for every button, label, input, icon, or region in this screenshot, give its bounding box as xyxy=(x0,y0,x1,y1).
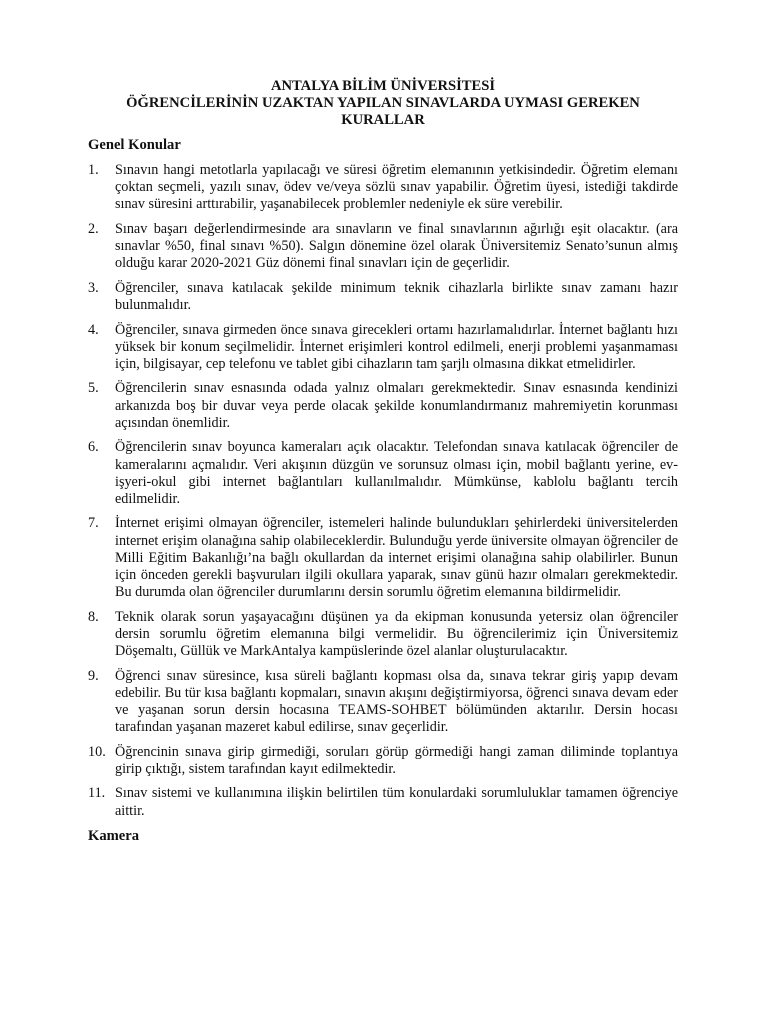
rule-number: 2. xyxy=(88,220,99,237)
rule-item xyxy=(88,280,678,314)
title-line-rules: KURALLAR xyxy=(341,112,425,128)
rule-item xyxy=(88,668,678,737)
rule-number: 10. xyxy=(88,743,106,760)
rule-item xyxy=(88,785,678,819)
rule-number: 7. xyxy=(88,515,99,532)
rule-text: Öğrenci sınav süresince, kısa süreli bağlantı kopması olsa da, sınava tekrar giriş yapıp devam edebilir. Bu tür kısa bağlantı kopmaları, sınavın akışını değiştirmiyorsa, öğrenci sınava devam eder ve yaşanan sorun dersin hocasına TEAMS-SOHBET bölümünden aktarılır. Dersin hocası tarafından yaşanan mazeret kabul edilirse, sınav geçerlidir. xyxy=(115,667,678,736)
rule-number: 8. xyxy=(88,608,99,625)
rules-list xyxy=(88,162,678,820)
document-title xyxy=(88,78,678,129)
rule-number: 1. xyxy=(88,162,99,178)
rule-item xyxy=(88,322,678,374)
rule-text: Sınav sistemi ve kullanımına ilişkin belirtilen tüm konulardaki sorumluluklar tamamen öğrenciye aittir. xyxy=(115,785,678,819)
rule-text: Öğrencilerin sınav boyunca kameraları açık olacaktır. Telefondan sınava katılacak öğrenciler de kameralarını açmalıdır. Veri akışının düzgün ve sorunsuz olması için, mobil bağlantı yerine, ev-işyeri-okul gibi internet bağlantıları kullanılmalıdır. Mümkünse, kablolu bağlantı tercih edilmelidir. xyxy=(115,439,678,507)
rule-item xyxy=(88,744,678,778)
rule-item xyxy=(88,162,678,214)
rule-text: Öğrenciler, sınava girmeden önce sınava girecekleri ortamı hazırlamalıdırlar. İnternet bağlantı hızı yüksek bir konum seçilmelidir. İnternet erişimleri kontrol edilmeli, enerji problemi yaşanmaması için, bilgisayar, cep telefonu ve tablet gibi cihazların tam şarjlı olmasına dikkat etmelidirler. xyxy=(115,321,678,372)
rule-number: 6. xyxy=(88,439,99,456)
rule-number: 4. xyxy=(88,321,99,338)
rule-text: Öğrencinin sınava girip girmediği, soruları görüp görmediği hangi zaman diliminde toplantıya girip çıktığı, sistem tarafından kayıt edilmektedir. xyxy=(115,743,678,777)
rule-item xyxy=(88,439,678,508)
section-heading-camera: Kamera xyxy=(88,827,140,844)
rule-item xyxy=(88,221,678,273)
title-line-subject: ÖĞRENCİLERİNİN UZAKTAN YAPILAN SINAVLARDA UYMASI GEREKEN xyxy=(126,95,640,111)
rule-text: İnternet erişimi olmayan öğrenciler, istemeleri halinde bulundukları şehirlerdeki üniversitelerden internet erişim olanağına sahip olabileceklerdir. Bulunduğu yerde üniversite olmayan öğrenciler de Milli Eğitim Bakanlığı’na bağlı okullardan da internet erişimi olanağına sahip olabilirler. Bunun için önceden gerekli başvuruları ilgili okullara yaparak, sınav günü hazır olmaları gerekmektedir. Bu durumda olan öğrenciler durumlarını dersin sorumlu öğretim elemanına bildirmelidir. xyxy=(115,515,678,601)
rule-text: Öğrencilerin sınav esnasında odada yalnız olmaları gerekmektedir. Sınav esnasında kendinizi arkanızda boş bir duvar veya perde olacak şekilde konumlandırmanız mahremiyetin korunması açısından önemlidir. xyxy=(115,380,678,431)
rule-text: Öğrenciler, sınava katılacak şekilde minimum teknik cihazlarla birlikte sınav zamanı hazır bulunmalıdır. xyxy=(115,279,678,314)
rule-item xyxy=(88,380,678,432)
rule-text: Sınav başarı değerlendirmesinde ara sınavların ve final sınavlarının ağırlığı eşit olacaktır. (ara sınavlar %50, final sınavı %50). Salgın dönemine özel olarak Üniversitemiz Senato’sunun almış olduğu karar 2020-2021 Güz dönemi final sınavları için de geçerlidir. xyxy=(115,220,678,272)
rule-number: 3. xyxy=(88,279,99,296)
title-line-university: ANTALYA BİLİM ÜNİVERSİTESİ xyxy=(270,78,496,94)
section-heading-general: Genel Konular xyxy=(88,137,181,153)
document-page xyxy=(88,78,678,853)
rule-number: 11. xyxy=(88,785,106,802)
rule-number: 9. xyxy=(88,667,99,684)
rule-text: Teknik olarak sorun yaşayacağını düşünen ya da ekipman konusunda yetersiz olan öğrenciler dersin sorumlu öğretim elemanına bilgi vermelidir. Bu öğrencilerimiz için Üniversitemiz Döşemaltı, Güllük ve MarkAntalya kampüslerinde özel alanlar oluşturulacaktır. xyxy=(115,608,678,660)
rule-item xyxy=(88,515,678,601)
rule-item xyxy=(88,609,678,661)
rule-number: 5. xyxy=(88,380,99,397)
rule-text: Sınavın hangi metotlarla yapılacağı ve süresi öğretim elemanının yetkisindedir. Öğretim elemanı çoktan seçmeli, yazılı sınav, ödev ve/veya sözlü sınav yapabilir. Öğretim üyesi, istediği takdirde sınav süresini arttırabilir, yaşanabilecek problemler nedeniyle ek süre verebilir. xyxy=(115,162,678,213)
